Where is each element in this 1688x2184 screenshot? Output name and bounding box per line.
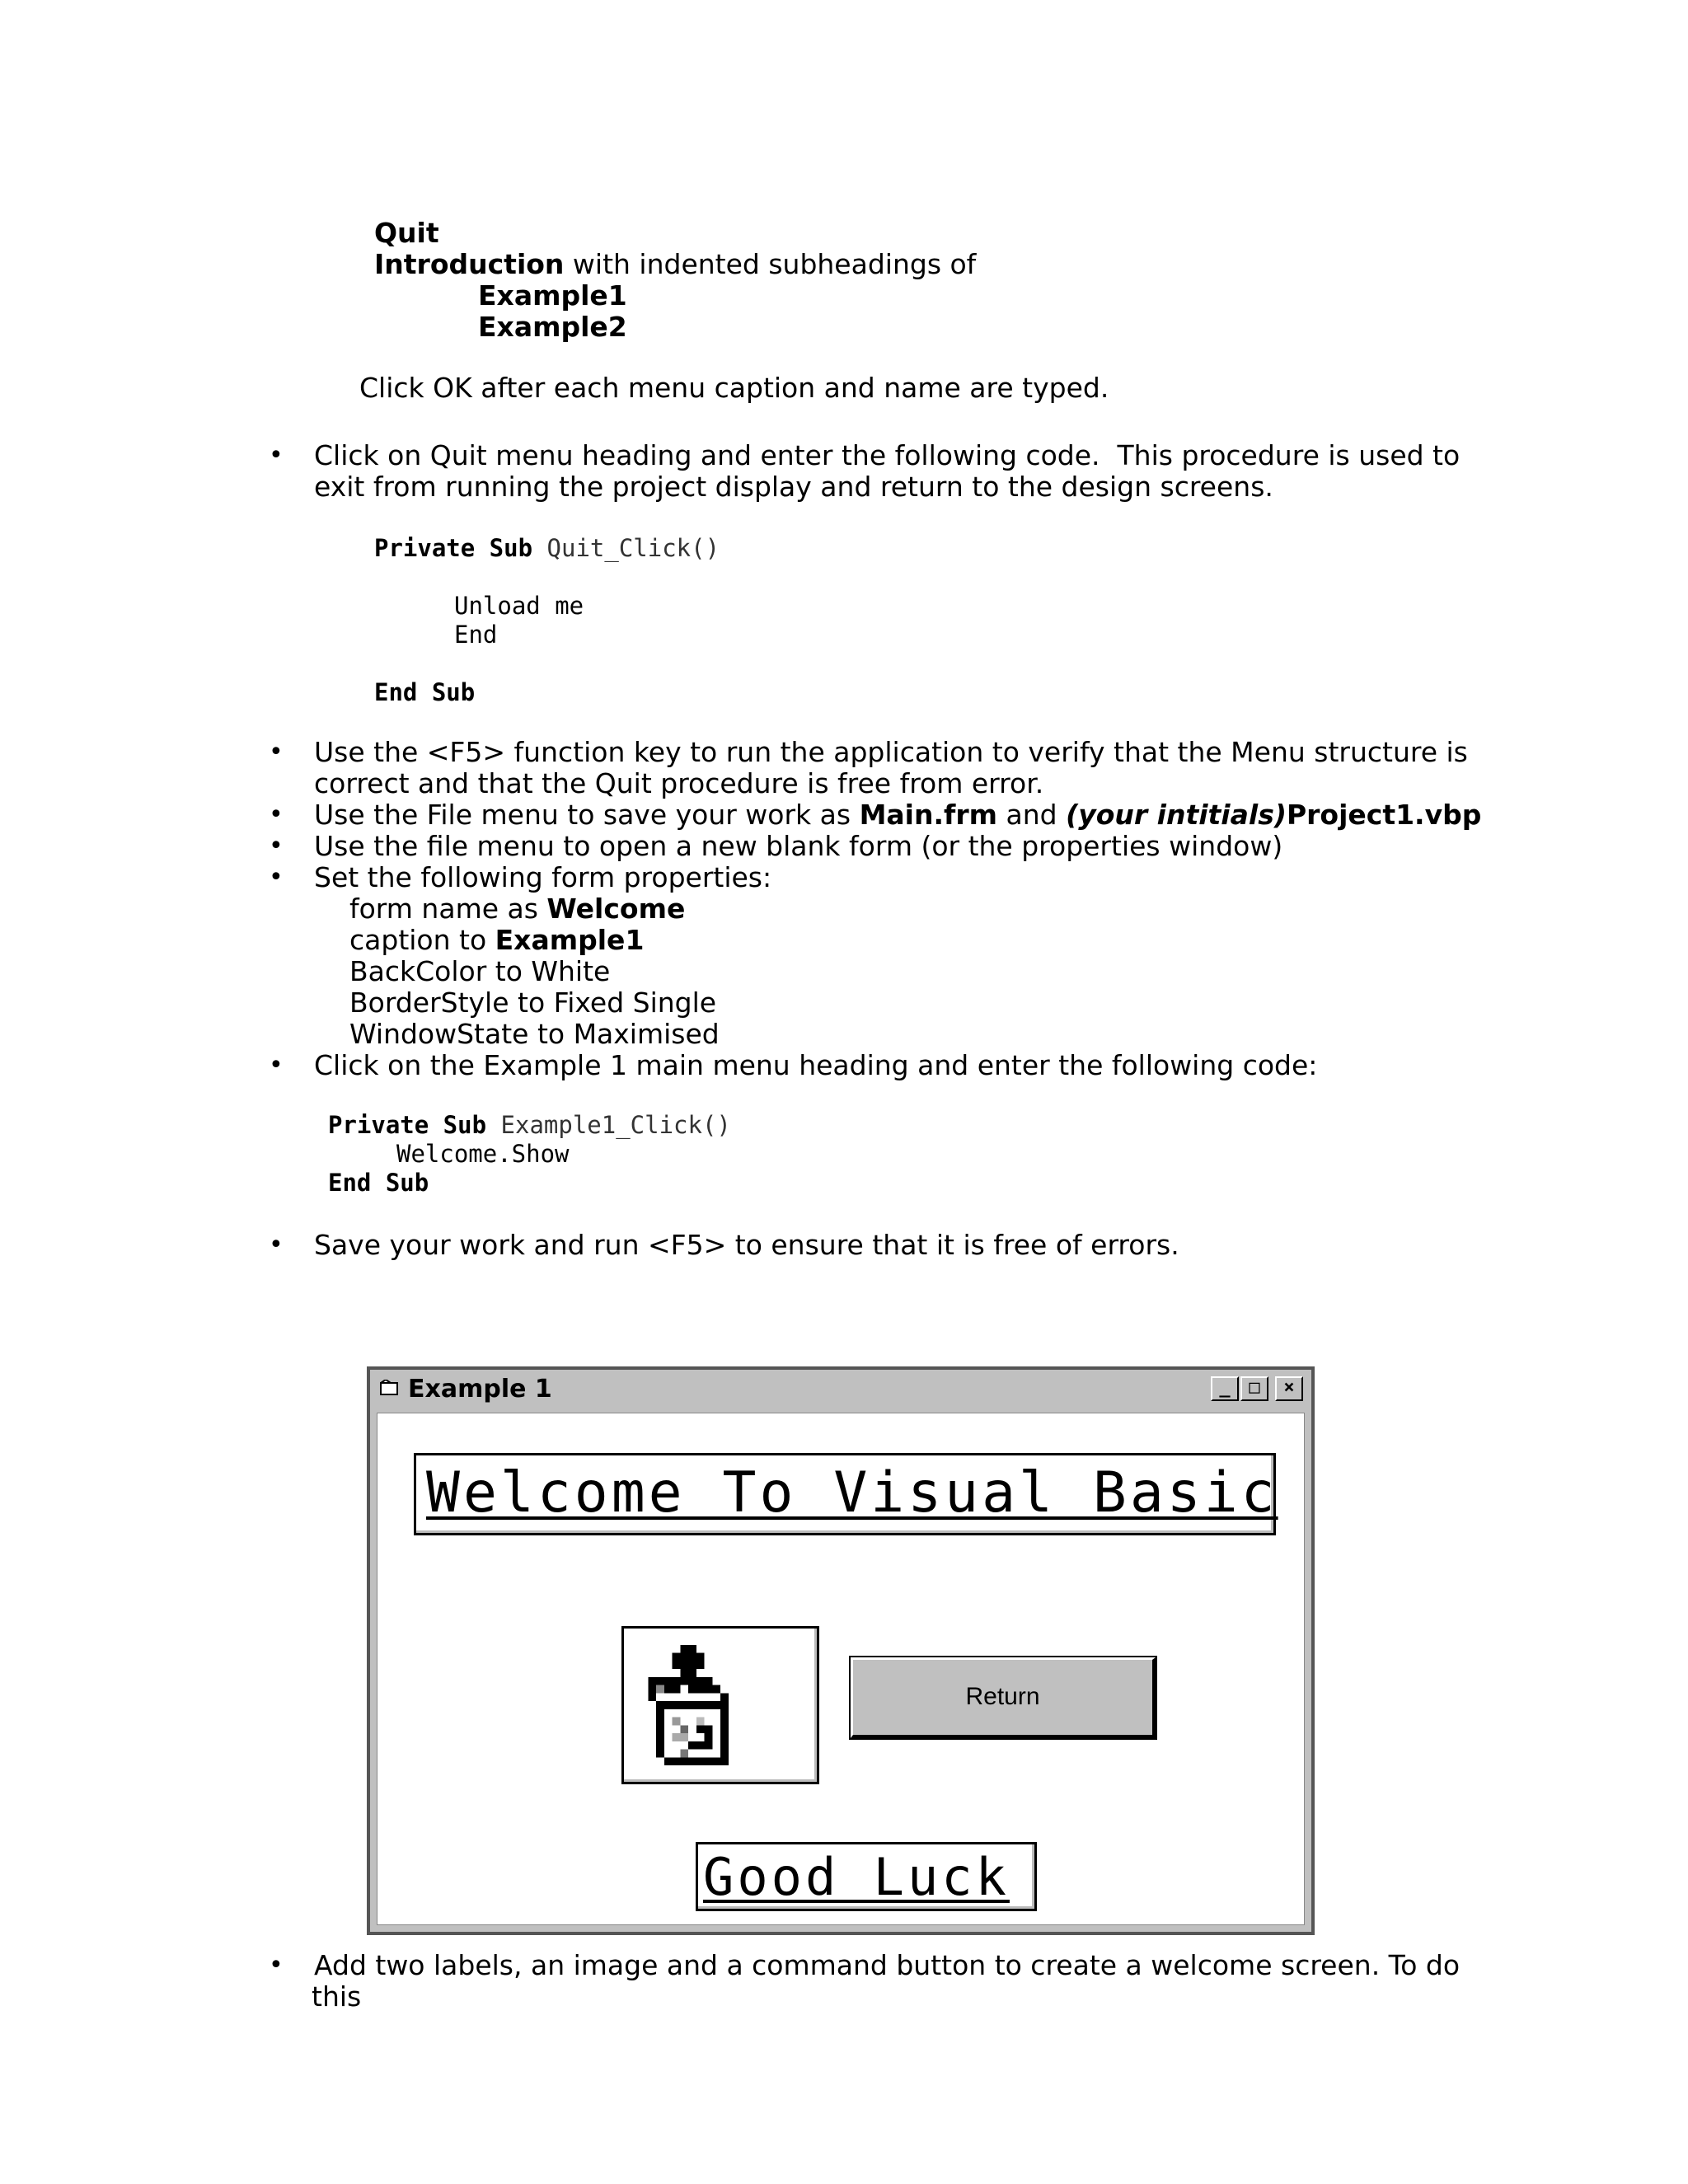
bullet7-line1: Save your work and run <F5> to ensure that it is free of errors.: [314, 1229, 1179, 1261]
window-titlebar[interactable]: [370, 1370, 1311, 1409]
close-icon: ×: [1283, 1377, 1295, 1398]
mailbox-icon: [624, 1629, 817, 1782]
bullet-dot: •: [269, 863, 284, 892]
code1-keyword: Private Sub: [374, 534, 533, 562]
code1-body2: End: [454, 621, 498, 649]
bullet-dot: •: [269, 832, 284, 860]
menu-item-introduction-label: Introduction: [374, 248, 565, 280]
property-caption-value: Example1: [495, 924, 645, 956]
close-button[interactable]: [1275, 1376, 1303, 1401]
menu-subitem-example1: Example1: [478, 279, 627, 312]
return-button[interactable]: Return: [851, 1657, 1156, 1738]
bullet5-line1: Set the following form properties:: [314, 861, 772, 893]
code2-body1: Welcome.Show: [396, 1140, 570, 1168]
bullet-dot: •: [269, 1951, 284, 1980]
bullet-dot: •: [269, 1051, 284, 1080]
code1-end: End Sub: [374, 678, 476, 706]
minimize-button[interactable]: [1211, 1376, 1239, 1401]
property-caption: [349, 925, 644, 956]
example1-window: [367, 1366, 1315, 1935]
form-icon: [380, 1380, 400, 1396]
code1-proc-name: Quit_Click(): [532, 534, 720, 562]
menu-item-introduction-text: with indented subheadings of: [564, 248, 977, 280]
property-backcolor: BackColor to White: [349, 955, 611, 987]
code1-body1: Unload me: [454, 592, 584, 620]
window-client-area: [377, 1413, 1305, 1925]
bullet8-line1: Add two labels, an image and a command button to create a welcome screen. To do: [314, 1949, 1461, 1981]
minimize-icon: _: [1219, 1377, 1231, 1398]
bullet8-line2: this: [312, 1980, 362, 2013]
bullet-dot: •: [269, 738, 284, 766]
property-borderstyle: BorderStyle to Fixed Single: [349, 987, 717, 1019]
window-title: Example 1: [408, 1375, 552, 1404]
goodluck-label: Good Luck: [696, 1842, 1037, 1911]
code2-keyword: Private Sub: [328, 1111, 487, 1139]
bullet2-line2: correct and that the Quit procedure is free from error.: [314, 767, 1044, 799]
bullet3-file1: Main.frm: [859, 799, 998, 831]
bullet3-file2: Project1.vbp: [1286, 799, 1482, 831]
bullet3-initials: (your intitials): [1066, 799, 1287, 831]
property-windowstate: WindowState to Maximised: [349, 1018, 720, 1050]
menu-item-introduction: [374, 249, 976, 280]
bullet-dot: •: [269, 800, 284, 829]
maximize-icon: □: [1249, 1377, 1260, 1398]
property-form-name: [349, 893, 685, 925]
code1-signature: [374, 534, 720, 562]
bullet1-line1: Click on Quit menu heading and enter the following code. This procedure is used to: [314, 439, 1461, 471]
code2-end: End Sub: [328, 1169, 429, 1197]
welcome-label: Welcome To Visual Basic: [414, 1453, 1276, 1535]
bullet6-line1: Click on the Example 1 main menu heading and enter the following code:: [314, 1049, 1318, 1081]
property-form-name-label: form name as: [349, 893, 547, 925]
bullet-dot: •: [269, 1230, 284, 1259]
bullet3-mid: and: [997, 799, 1067, 831]
bullet3-pre: Use the File menu to save your work as: [314, 799, 860, 831]
menu-subitem-example2: Example2: [478, 311, 627, 343]
code2-signature: [328, 1111, 731, 1139]
menu-item-quit: Quit: [374, 217, 439, 249]
bullet1-line2: exit from running the project display and return to the design screens.: [314, 471, 1273, 503]
maximize-button[interactable]: [1240, 1376, 1268, 1401]
bullet2-line1: Use the <F5> function key to run the application to verify that the Menu structure is: [314, 736, 1468, 768]
bullet3-line1: [314, 799, 1481, 831]
bullet4-line1: Use the file menu to open a new blank form (or the properties window): [314, 830, 1283, 862]
image-control: [621, 1626, 819, 1784]
ok-note: Click OK after each menu caption and name are typed.: [359, 372, 1109, 404]
code2-proc-name: Example1_Click(): [486, 1111, 731, 1139]
property-form-name-value: Welcome: [546, 893, 686, 925]
bullet-dot: •: [269, 441, 284, 470]
property-caption-label: caption to: [349, 924, 495, 956]
